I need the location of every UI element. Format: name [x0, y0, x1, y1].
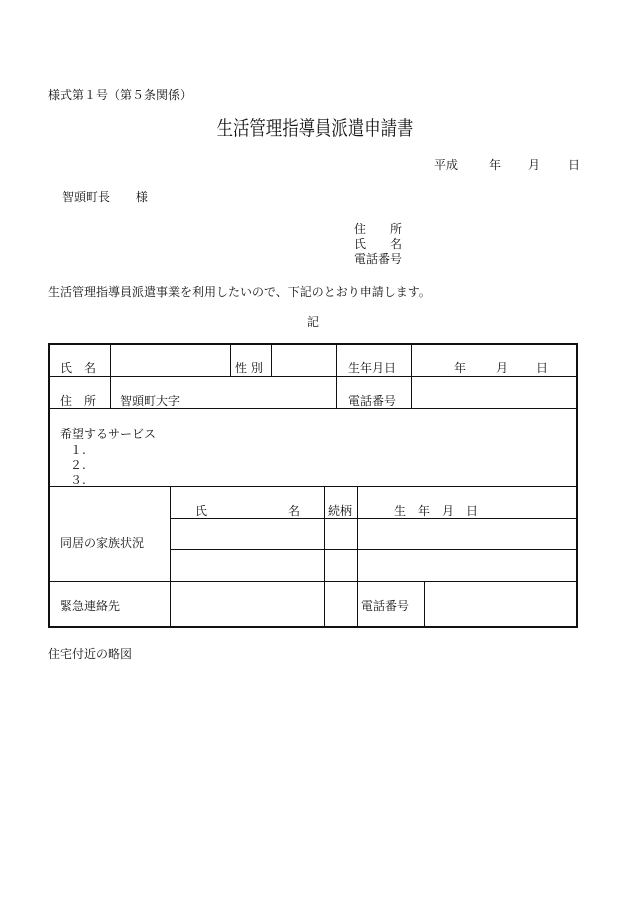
services-label: 希望するサービス	[60, 427, 157, 441]
family-col-birthdate: 生 年 月 日	[394, 504, 479, 518]
document-title: 生活管理指導員派遣申請書	[216, 116, 414, 140]
family-label: 同居の家族状況	[60, 536, 145, 550]
row-divider	[50, 581, 576, 582]
service-item-2: ２.	[70, 458, 86, 472]
birth-day: 日	[536, 361, 549, 375]
ki-heading: 記	[307, 315, 320, 329]
col-divider	[170, 486, 171, 628]
date-month: 月	[528, 158, 541, 172]
application-table	[48, 343, 578, 628]
emergency-label: 緊急連絡先	[60, 599, 121, 613]
gender-label: 性 別	[235, 361, 263, 375]
form-number: 様式第１号（第５条関係）	[48, 88, 193, 102]
birth-month: 月	[496, 361, 509, 375]
col-divider	[411, 345, 412, 408]
name-label: 氏 名	[60, 361, 97, 375]
address-label: 住 所	[60, 394, 97, 408]
birth-year: 年	[454, 361, 467, 375]
row-divider	[50, 486, 576, 487]
addressee	[62, 188, 148, 205]
family-col-name-1: 氏	[195, 504, 208, 518]
date-year: 年	[489, 158, 502, 172]
col-divider	[324, 486, 325, 628]
row-divider	[170, 518, 576, 519]
family-col-name-2: 名	[288, 504, 301, 518]
col-divider	[336, 345, 337, 408]
service-item-3: ３.	[70, 473, 86, 487]
col-divider	[230, 345, 231, 376]
col-divider	[357, 486, 358, 628]
addressee-honorific: 様	[135, 190, 148, 204]
col-divider	[110, 345, 111, 408]
date-day: 日	[568, 158, 581, 172]
col-divider	[271, 345, 272, 376]
applicant-name-label: 氏 名	[354, 237, 403, 251]
address-value: 智頭町大字	[120, 394, 181, 408]
applicant-phone-label: 電話番号	[354, 252, 403, 266]
date-era: 平成	[434, 158, 459, 172]
sketch-label: 住宅付近の略図	[48, 647, 133, 661]
addressee-name: 智頭町長	[62, 190, 111, 204]
service-item-1: １.	[70, 443, 86, 457]
emergency-phone-label: 電話番号	[361, 599, 410, 613]
row-divider	[50, 376, 576, 377]
application-statement: 生活管理指導員派遣事業を利用したいので、下記のとおり申請します。	[48, 285, 431, 299]
col-divider	[424, 581, 425, 628]
birthdate-label: 生年月日	[348, 361, 397, 375]
row-divider	[170, 549, 576, 550]
phone-label: 電話番号	[348, 394, 397, 408]
family-col-relation: 続柄	[328, 504, 353, 518]
applicant-address-label: 住 所	[354, 222, 403, 236]
